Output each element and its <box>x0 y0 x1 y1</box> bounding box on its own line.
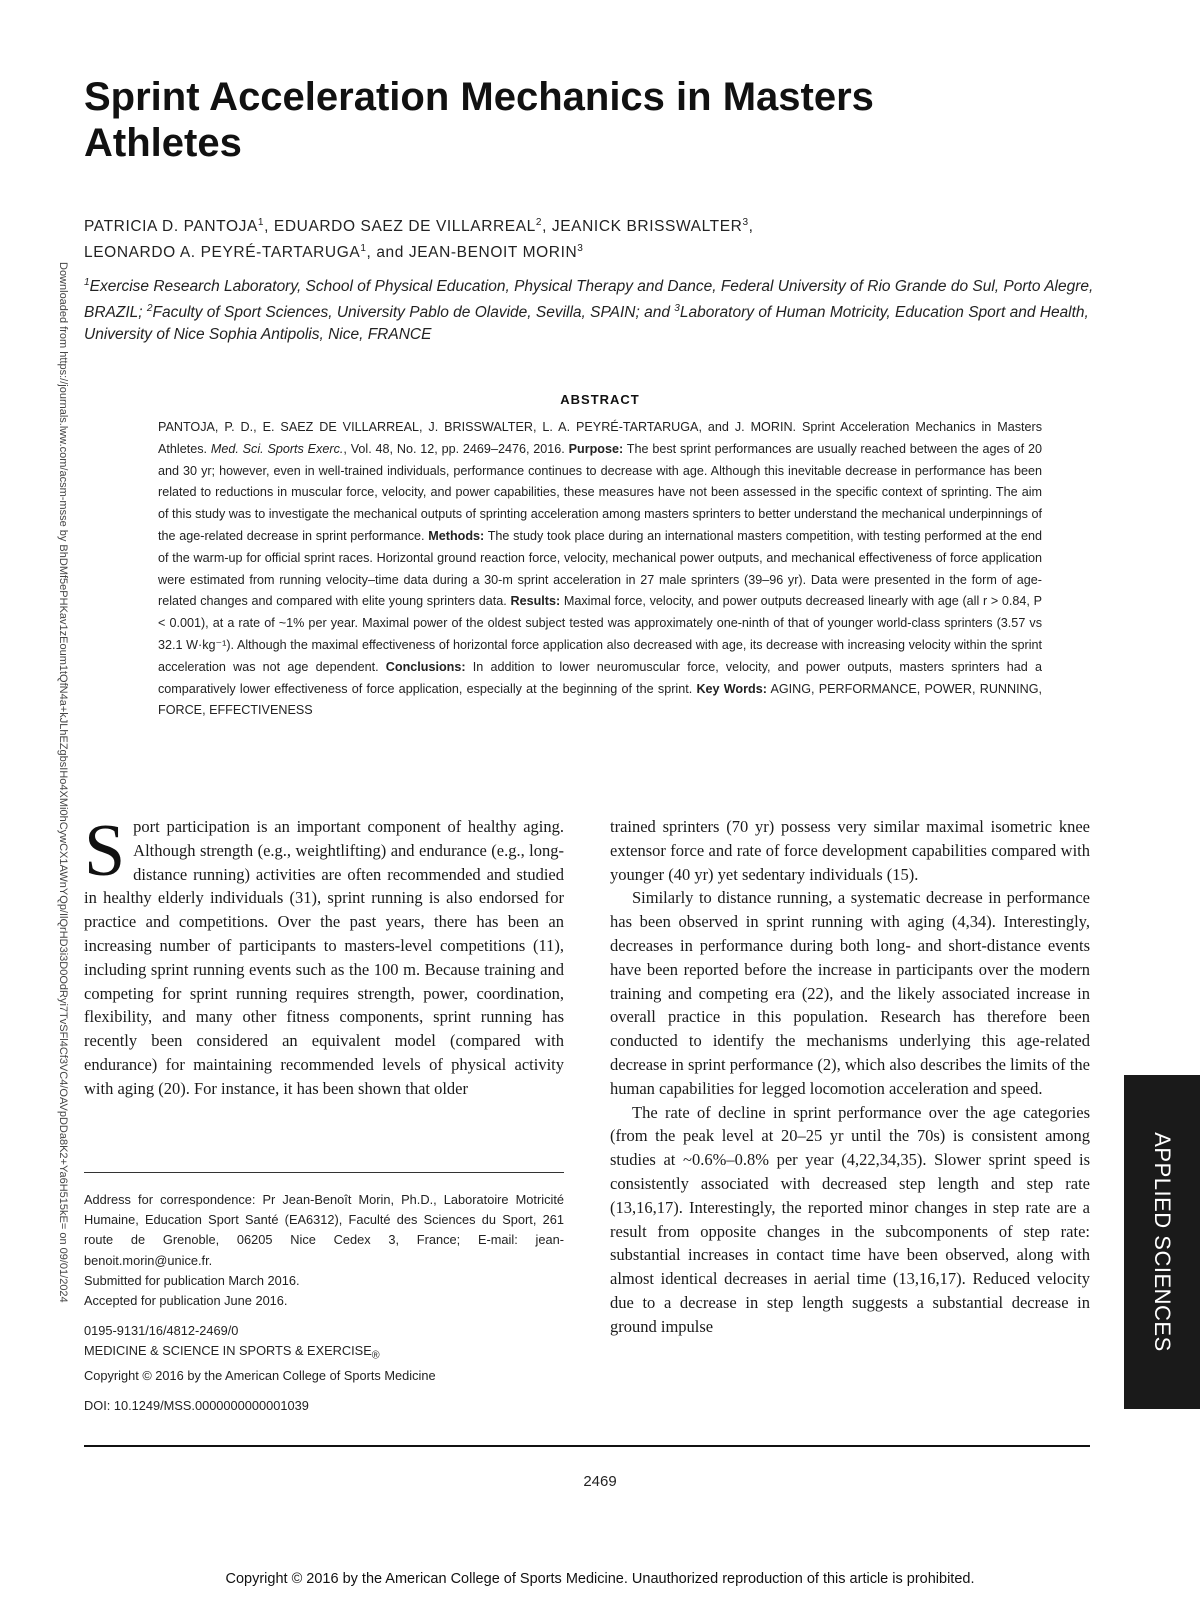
body-paragraph <box>84 810 564 1101</box>
paragraph-text: port participation is an important component of healthy aging. Although strength (e.g., weightlifting) and endurance (e.g., long-distance running) activities are often recommended and studied in healthy elderly individuals (31), sprint running is also endorsed for practice and competitions. Over the past years, there has been an increasing number of participants to masters-level competitions (11), including sprint running events such as the 100 m. Because training and competing for sprint running requires strength, power, coordination, flexibility, and many other fitness components, sprint running has recently been considered an equivalent model (compared with endurance) for maintaining recommended levels of physical activity with aging (20). For instance, it has been shown that older <box>84 817 564 1098</box>
body-paragraph: The rate of decline in sprint performance over the age categories (from the peak level at 20–25 yr until the 70s) is consistent among studies at ~0.6%–0.8% per year (4,22,34,35). Slower sprint speed is consistently associated with decreased step length and step rate (13,16,17). Interestingly, the reported minor changes in step rate are a result from opposite changes in the subcomponents of step rate: substantial increases in contact time have been observed, along with almost identical decreases in aerial time (13,16,17). Reduced velocity due to a decrease in step length suggests a substantial decrease in ground impulse <box>610 1102 1090 1336</box>
issn-code: 0195-9131/16/4812-2469/0 <box>84 1323 239 1339</box>
author-name: , JEANICK BRISSWALTER <box>542 218 743 236</box>
page-number: 2469 <box>583 1473 617 1490</box>
affiliation-text: Faculty of Sport Sciences, University Pablo de Olavide, Sevilla, SPAIN; and <box>152 304 675 322</box>
abstract-heading: ABSTRACT <box>560 392 640 407</box>
purpose-text: The best sprint performances are usually reached between the ages of 20 and 30 yr; however, even in well-trained individuals, performance continues to decrease with age. Although this inevitable decrease in performance has been related to reductions in muscular force, velocity, and power capabilities, these measures have not been assessed in the specific context of sprinting. The aim of this study was to investigate the mechanical outputs of sprinting acceleration among masters sprinters to better understand the mechanical underpinnings of the age-related decrease in sprint performance. <box>158 441 1042 543</box>
affiliation-marker: 2 <box>146 303 153 315</box>
affiliation-marker: 3 <box>577 243 584 255</box>
body-column-left <box>84 810 564 1101</box>
methods-label: Methods: <box>428 528 485 543</box>
journal-name <box>84 1341 564 1366</box>
page-divider <box>84 1445 1090 1447</box>
results-label: Results: <box>510 594 561 609</box>
author-name: , and JEAN-BENOIT MORIN <box>366 244 578 262</box>
author-name: , EDUARDO SAEZ DE VILLARREAL <box>264 218 536 236</box>
affiliation-text: Laboratory of Human Motricity, Education Sport and Health, University of Nice Sophia Antipolis, Nice, FRANCE <box>84 304 1089 344</box>
journal-abbrev: Med. Sci. Sports Exerc. <box>210 441 344 456</box>
author-separator: , <box>748 218 754 236</box>
author-list <box>84 212 1104 264</box>
results-text: Maximal force, velocity, and power outputs decreased linearly with age (all r > 0.84, P < 0.001), at a rate of ~1% per year. Maximal power of the oldest subject tested was approximately one-ninth of that of younger world-class sprinters (3.57 vs 32.1 W·kg⁻¹). Although the maximal effectiveness of horizontal force application also decreased with age, its decrease with increasing velocity within the sprint acceleration was not age dependent. <box>158 594 1042 674</box>
drop-cap: S <box>84 810 126 892</box>
author-name: LEONARDO A. PEYRÉ-TARTARUGA <box>84 244 361 262</box>
conclusions-label: Conclusions: <box>385 659 466 674</box>
author-name: PATRICIA D. PANTOJA <box>84 218 258 236</box>
affiliations <box>84 272 1114 346</box>
download-watermark: Downloaded from https://journals.lww.com/acsm-msse by BhDMf5ePHKav1zEoum1tQfN4a+kJLhEZgbsIHo4XMi0hCywCX1AWnYQp/IlQrHD3i3D0OdRyi7TvSFl4Cf3VC4/OAVpDDa8K2+Ya6H515kE= on 09/01/2024 <box>57 262 69 1303</box>
registered-mark: ® <box>371 1349 380 1362</box>
submitted-date: Submitted for publication March 2016. <box>84 1272 300 1288</box>
abstract-body <box>158 417 1042 722</box>
footnote-divider <box>84 1172 564 1173</box>
affiliation-marker: 1 <box>257 217 265 228</box>
affiliation-marker: 2 <box>535 217 543 228</box>
abstract-citation: PANTOJA, P. D., E. SAEZ DE VILLARREAL, J. BRISSWALTER, L. A. PEYRÉ-TARTARUGA, and J. MORIN. Sprint Acceleration Mechanics in Masters Athletes. <box>158 420 1042 456</box>
methods-text: The study took place during an international masters competition, with testing performed at the end of the warm-up for official sprint races. Horizontal ground reaction force, velocity, mechanical power outputs, and mechanical effectiveness of force application were estimated from running velocity–time data during a 30-m sprint acceleration in 27 male sprinters (39–96 yr). Data were presented in the form of age-related changes and compared with elite young sprinters data. <box>158 528 1042 609</box>
affiliation-marker: 3 <box>674 303 680 315</box>
affiliation-marker: 1 <box>360 243 367 255</box>
footer-copyright: Copyright © 2016 by the American College of Sports Medicine. Unauthorized reproduction of this article is prohibited. <box>225 1571 975 1587</box>
affiliation-marker: 1 <box>84 277 90 288</box>
correspondence-address: Address for correspondence: Pr Jean-Benoît Morin, Ph.D., Laboratoire Motricité Humaine, Education Sport Santé (EA6312), Faculté des Sciences du Sport, 261 route de Grenoble, 06205 Nice Cedex 3, France; E-mail: jean-benoit.morin@unice.fr. <box>84 1192 564 1268</box>
affiliation-marker: 3 <box>742 217 749 228</box>
copyright-line: Copyright © 2016 by the American College of Sports Medicine <box>84 1368 436 1384</box>
affiliation-text: Exercise Research Laboratory, School of Physical Education, Physical Therapy and Dance, Federal University of Rio Grande do Sul, Porto Alegre, BRAZIL; <box>84 278 1094 322</box>
journal-name-text: MEDICINE & SCIENCE IN SPORTS & EXERCISE <box>84 1343 372 1359</box>
body-paragraph: Similarly to distance running, a systematic decrease in performance has been observed in sprint running with aging (4,34). Interestingly, decreases in performance during both long- and short-distance events have been reported before the increase in participants over the modern training and competing era (22), and the likely associated increase in overall practice in this population. Research has therefore been conducted to identify the mechanisms underlying this age-related decrease in sprint performance (2), which also describes the limits of the human capabilities for legged locomotion acceleration and speed. <box>610 888 1090 1098</box>
abstract-volume: , Vol. 48, No. 12, pp. 2469–2476, 2016. <box>343 441 569 456</box>
footnotes <box>84 1190 564 1417</box>
accepted-date: Accepted for publication June 2016. <box>84 1293 288 1309</box>
section-tab-label: APPLIED SCIENCES <box>1150 1132 1175 1352</box>
keywords-label: Key Words: <box>696 681 767 696</box>
conclusions-text: In addition to lower neuromuscular force, velocity, and power outputs, masters sprinters had a comparatively lower effectiveness of force application, especially at the beginning of the sprint. <box>158 659 1042 696</box>
purpose-label: Purpose: <box>568 441 624 456</box>
body-column-right <box>610 815 1090 1339</box>
article-title: Sprint Acceleration Mechanics in Masters Athletes <box>84 75 874 165</box>
section-tab <box>1124 1075 1200 1409</box>
doi: DOI: 10.1249/MSS.0000000000001039 <box>84 1398 309 1414</box>
body-paragraph: trained sprinters (70 yr) possess very similar maximal isometric knee extensor force and rate of force development capabilities compared with younger (40 yr) yet sedentary individuals (15). <box>610 817 1090 884</box>
keywords-text: AGING, PERFORMANCE, POWER, RUNNING, FORCE, EFFECTIVENESS <box>158 681 1043 718</box>
